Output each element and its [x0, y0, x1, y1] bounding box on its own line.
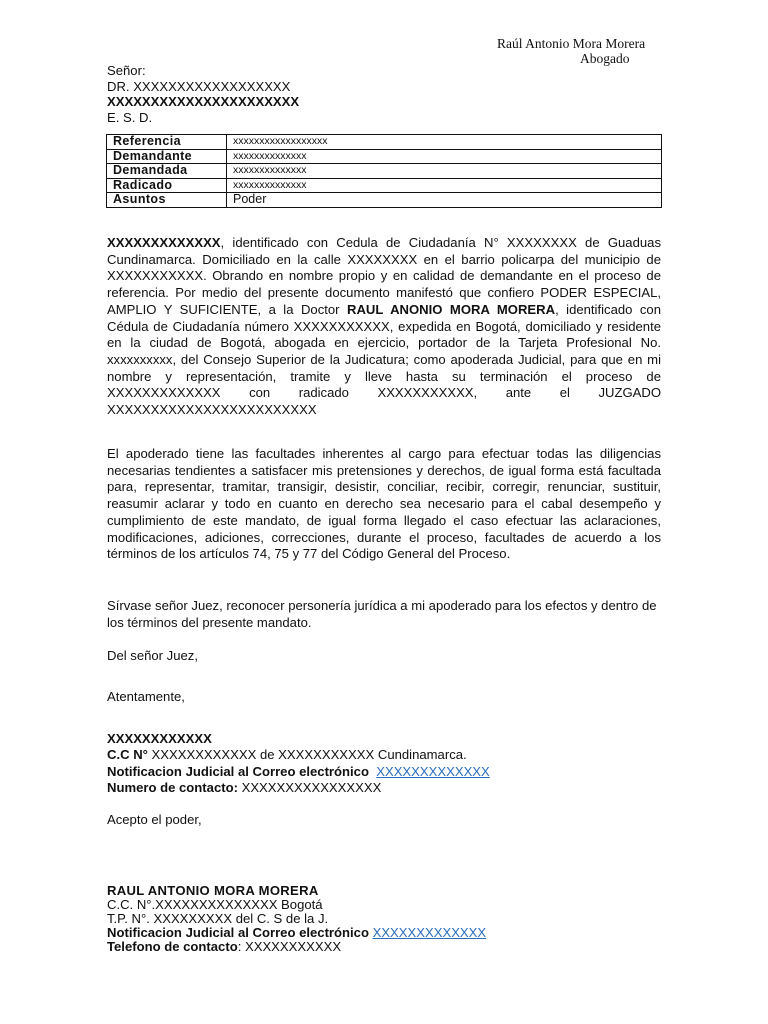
ref-value: xxxxxxxxxxxxxxxxxx — [227, 135, 662, 150]
grantor-cc-value: XXXXXXXXXXXX de XXXXXXXXXXX Cundinamarca. — [147, 747, 467, 762]
addressee-esd: E. S. D. — [107, 109, 153, 125]
attorney-email-label: Notificacion Judicial al Correo electrónico — [107, 925, 369, 940]
table-row — [107, 178, 662, 193]
grantor-cc — [107, 747, 467, 763]
closing-del-senor: Del señor Juez, — [107, 648, 198, 663]
table-row — [107, 149, 662, 164]
grantor-name-inline: XXXXXXXXXXXXX — [107, 235, 221, 250]
grantor-email-label: Notificacion Judicial al Correo electrónico — [107, 764, 369, 779]
ref-label: Asuntos — [107, 193, 227, 208]
paragraph-grant-text-a: , identificado con Cedula de Ciudadanía N° XXXXXXXX de Guaduas Cundinamarca. Domiciliado en la calle XXXXXXXX en el barrio policarpa del municipio de XXXXXXXXXXX. Obrando en nombre propio y en calidad de demandante en el proceso de referencia. Por medio del presente documento manifestó que confiero PODER ESPECIAL, AMPLIO Y SUFICIENTE, a la Doctor — [107, 235, 661, 317]
addressee-doctor: DR. XXXXXXXXXXXXXXXXXX — [107, 78, 291, 94]
letterhead-name: Raúl Antonio Mora Morera — [497, 36, 646, 51]
grantor-email-link[interactable]: XXXXXXXXXXXXX — [376, 764, 490, 779]
ref-label: Demandante — [107, 149, 227, 164]
salutation: Señor: — [107, 63, 146, 78]
ref-value: xxxxxxxxxxxxxx — [227, 164, 662, 179]
grantor-phone — [107, 780, 381, 796]
ref-value: xxxxxxxxxxxxxx — [227, 149, 662, 164]
closing-atentamente: Atentamente, — [107, 689, 185, 704]
accept-text: Acepto el poder, — [107, 812, 202, 827]
table-row — [107, 164, 662, 179]
attorney-signature-name: RAUL ANTONIO MORA MORERA — [107, 883, 319, 898]
lawyer-name-inline: RAUL ANONIO MORA MORERA — [346, 301, 556, 317]
table-row — [107, 193, 662, 208]
ref-value: xxxxxxxxxxxxxx — [227, 178, 662, 193]
ref-label: Demandada — [107, 164, 227, 179]
letterhead-title: Abogado — [580, 51, 630, 66]
table-row — [107, 135, 662, 150]
grantor-phone-value: XXXXXXXXXXXXXXXX — [237, 780, 382, 795]
attorney-email-link[interactable]: XXXXXXXXXXXXX — [372, 925, 487, 940]
paragraph-request-text: Sírvase señor Juez, reconocer personería jurídica a mi apoderado para los efectos y dentro de los términos del presente mandato. — [107, 598, 657, 630]
reference-table — [106, 134, 662, 208]
paragraph-grant — [107, 235, 661, 419]
grantor-cc-label: C.C N° — [107, 747, 148, 762]
attorney-tp: T.P. N°. XXXXXXXXX del C. S de la J. — [107, 911, 329, 926]
grantor-phone-label: Numero de contacto: — [107, 780, 238, 795]
attorney-phone-value: : XXXXXXXXXXX — [237, 939, 342, 954]
ref-value: Poder — [227, 193, 662, 208]
paragraph-request — [107, 598, 661, 631]
addressee-court: XXXXXXXXXXXXXXXXXXXXXX — [107, 94, 300, 109]
grantor-email — [107, 764, 490, 780]
paragraph-grant-text-b: , identificado con Cédula de Ciudadanía número XXXXXXXXXXX, expedida en Bogotá, domiciliado y residente en la ciudad de Bogotá, abogada en ejercicio, portador de la Tarjeta Profesional No. xxxxxxxxxx, del Consejo Superior de la Judicatura; como apoderada Judicial, para que en mi nombre y representación, tramite y lleve hasta su terminación el proceso de XXXXXXXXXXXXX con radicado XXXXXXXXXXX, ante el JUZGADO XXXXXXXXXXXXXXXXXXXXXXXX — [107, 301, 661, 418]
addressee-block — [107, 63, 299, 125]
attorney-phone-label: Telefono de contacto — [107, 939, 238, 954]
attorney-phone — [107, 939, 341, 955]
paragraph-faculties-text: El apoderado tiene las facultades inherentes al cargo para efectuar todas las diligencias necesarias tendientes a satisfacer mis pretensiones y derechos, de igual forma está facultada para, representar, tramitar, transigir, desistir, conciliar, recibir, corregir, renunciar, sustituir, reasumir aclarar y todo en cuanto en derecho sea necesario para el cabal desempeño y cumplimiento de este mandato, de igual forma llegado el caso efectuar las aclaraciones, modificaciones, adiciones, correcciones, durante el proceso, facultades de acuerdo a los términos de los artículos 74, 75 y 77 del Código General del Proceso. — [107, 446, 661, 562]
attorney-cc: C.C. N°.XXXXXXXXXXXXXX Bogotá — [107, 897, 323, 912]
grantor-signature-name: XXXXXXXXXXXX — [107, 731, 212, 746]
paragraph-faculties — [107, 446, 661, 563]
ref-label: Radicado — [107, 178, 227, 193]
ref-label: Referencia — [107, 135, 227, 150]
